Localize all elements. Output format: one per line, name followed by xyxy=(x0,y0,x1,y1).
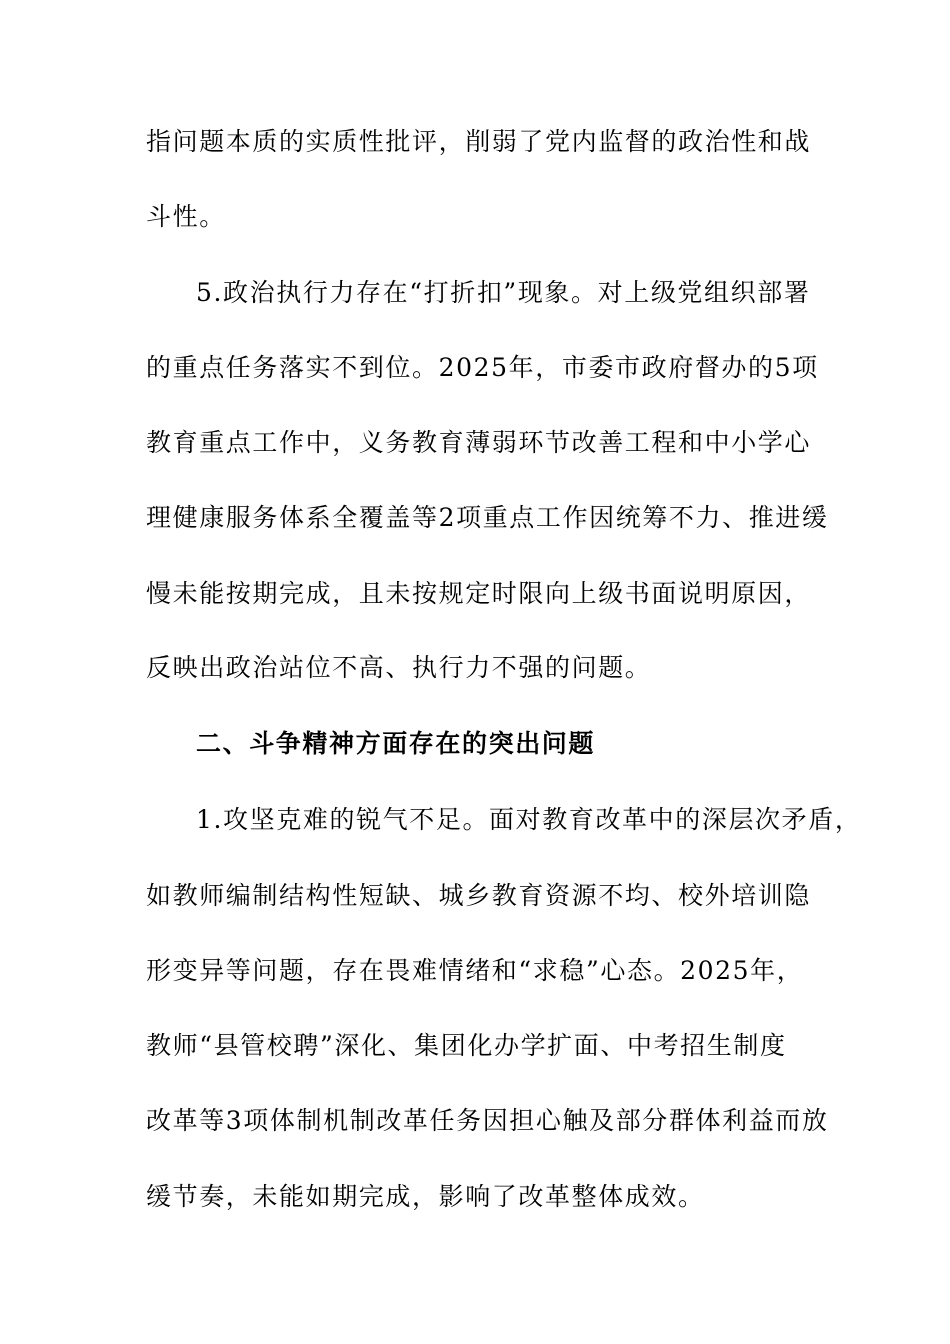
paragraph-line: 理健康服务体系全覆盖等2项重点工作因统筹不力、推进缓 xyxy=(146,503,829,532)
paragraph-line: 5.政治执行力存在“打折扣”现象。对上级党组织部署 xyxy=(196,278,811,307)
paragraph-line: 改革等3项体制机制改革任务因担心触及部分群体利益而放 xyxy=(146,1106,829,1135)
section-heading: 二、斗争精神方面存在的突出问题 xyxy=(196,729,596,758)
paragraph-line: 缓节奏，未能如期完成，影响了改革整体成效。 xyxy=(146,1182,705,1211)
paragraph-line: 斗性。 xyxy=(146,202,226,231)
paragraph-line: 的重点任务落实不到位。2025年，市委市政府督办的5项 xyxy=(146,353,819,382)
paragraph-line: 教育重点工作中，义务教育薄弱环节改善工程和中小学心 xyxy=(146,428,812,457)
paragraph-line: 如教师编制结构性短缺、城乡教育资源不均、校外培训隐 xyxy=(146,881,812,910)
paragraph-line: 教师“县管校聘”深化、集团化办学扩面、中考招生制度 xyxy=(146,1031,787,1060)
paragraph-line: 慢未能按期完成，且未按规定时限向上级书面说明原因， xyxy=(146,579,812,608)
paragraph-line: 形变异等问题，存在畏难情绪和“求稳”心态。2025年， xyxy=(146,956,804,985)
paragraph-line: 反映出政治站位不高、执行力不强的问题。 xyxy=(146,653,652,682)
paragraph-line: 1.攻坚克难的锐气不足。面对教育改革中的深层次矛盾， xyxy=(196,805,862,834)
paragraph-line: 指问题本质的实质性批评，削弱了党内监督的政治性和战 xyxy=(146,127,812,156)
